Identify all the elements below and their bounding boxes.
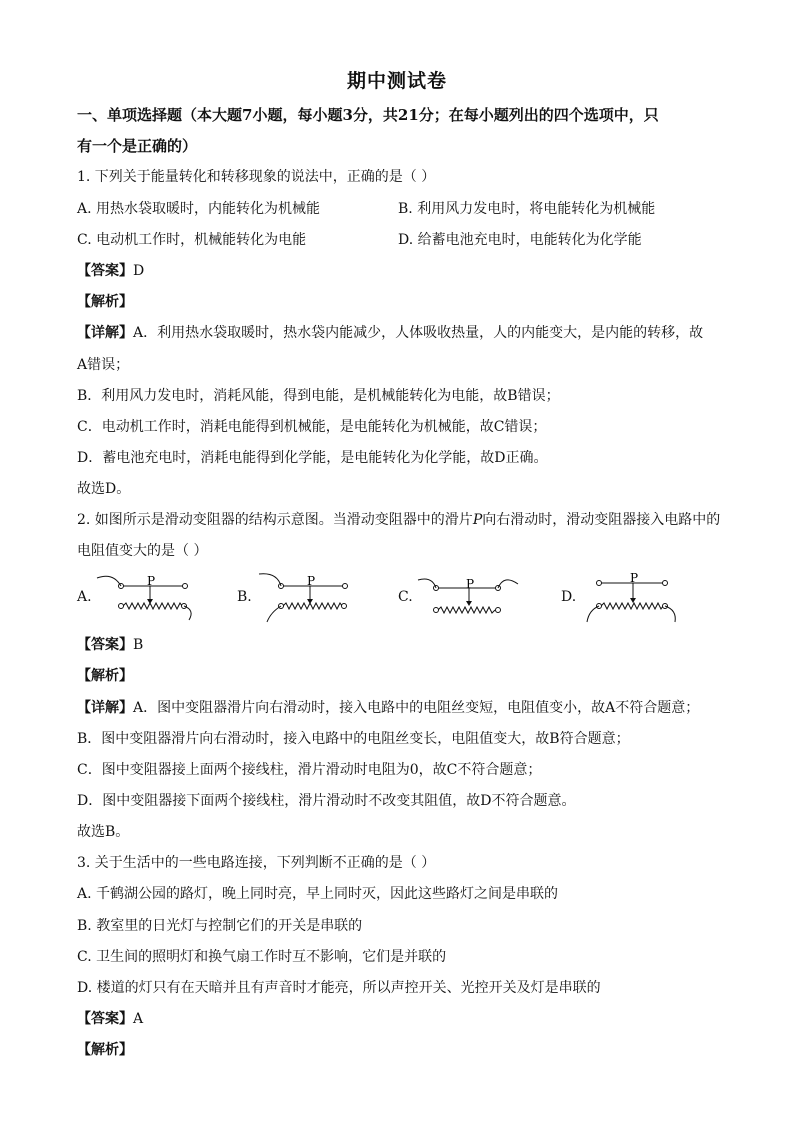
slider-label: P — [466, 577, 475, 591]
q3-answer-value: A — [133, 1011, 144, 1027]
section-heading-line1: 一、单项选择题（本大题7小题，每小题3分，共21分；在每小题列出的四个选项中，只 — [77, 106, 659, 124]
terminal — [434, 608, 439, 613]
q2-answer-tag: 【答案】 — [77, 637, 133, 653]
q2-detail-line: C．图中变阻器接上面两个接线柱，滑片滑动时电阻为0，故C不符合题意； — [77, 762, 542, 778]
q1-answer-value: D — [133, 263, 145, 279]
q2-answer-value: B — [133, 637, 144, 653]
rheostat-diagram-a — [77, 568, 197, 628]
wire — [587, 606, 599, 622]
q2-conclusion: 故选B。 — [77, 824, 130, 840]
q2-diagram-b — [237, 568, 357, 628]
wire — [267, 606, 281, 622]
q2-detail-text: A．图中变阻器滑片向右滑动时，接入电路中的电阻丝变短，电阻值变小，故A不符合题意； — [133, 700, 700, 716]
page-title: 期中测试卷 — [346, 70, 447, 92]
terminal — [342, 604, 347, 609]
q1-detail-line: B．利用风力发电时，消耗风能，得到电能，是机械能转化为电能，故B错误； — [77, 388, 560, 404]
rheostat-diagram-d — [561, 568, 691, 628]
wire — [418, 579, 436, 588]
terminal — [663, 581, 668, 586]
q2-stem-line2: 电阻值变大的是（ ） — [77, 543, 208, 559]
wire — [259, 574, 281, 586]
slider-label: P — [630, 571, 639, 585]
q2-answer — [77, 635, 143, 655]
q1-answer-tag: 【答案】 — [77, 263, 133, 279]
q1-stem: 1. 下列关于能量转化和转移现象的说法中，正确的是（ ） — [77, 169, 436, 185]
resistance-coil — [601, 603, 663, 609]
q2-diagram-d — [561, 568, 691, 628]
rheostat-diagram-c — [398, 568, 528, 628]
q2-diagram-c — [398, 568, 528, 628]
slider-label: P — [147, 574, 156, 588]
q3-answer — [77, 1009, 143, 1029]
q1-detail-tag: 【详解】 — [77, 325, 133, 341]
q2-detail-tag: 【详解】 — [77, 700, 133, 716]
q1-detail-text: A．利用热水袋取暖时，热水袋内能减少，人体吸收热量，人的内能变大，是内能的转移，故 — [133, 325, 704, 341]
diagram-label: A. — [77, 589, 92, 605]
q2-detail-line: B．图中变阻器滑片向右滑动时，接入电路中的电阻丝变长，电阻值变大，故B符合题意； — [77, 731, 630, 747]
section-heading-line2: 有一个是正确的） — [77, 137, 198, 155]
q2-detail-line — [77, 698, 699, 718]
q2-detail-line: D．图中变阻器接下面两个接线柱，滑片滑动时不改变其阻值，故D不符合题意。 — [77, 793, 576, 809]
q1-analysis-tag: 【解析】 — [77, 294, 133, 310]
terminal — [183, 584, 188, 589]
rheostat-diagram-b — [237, 568, 357, 628]
slider-arrow — [466, 601, 472, 606]
q1-option-a: A. 用热水袋取暖时，内能转化为机械能 — [77, 201, 321, 217]
q1-detail-line: A错误； — [77, 357, 130, 373]
terminal — [119, 604, 124, 609]
q1-detail-line — [77, 323, 703, 343]
q2-stem-slider-letter: P — [472, 512, 483, 528]
q1-option-b: B. 利用风力发电时，将电能转化为机械能 — [398, 201, 656, 217]
q2-diagram-a — [77, 568, 197, 628]
slider-label: P — [307, 574, 316, 588]
resistance-coil — [438, 607, 495, 613]
q2-stem-line1 — [77, 510, 720, 530]
slider-arrow — [630, 598, 636, 603]
resistance-coil — [123, 603, 182, 609]
q3-stem: 3. 关于生活中的一些电路连接，下列判断不正确的是（ ） — [77, 855, 436, 871]
diagram-label: C. — [398, 589, 413, 605]
q3-analysis-tag: 【解析】 — [77, 1042, 133, 1058]
q3-option-d: D. 楼道的灯只有在天暗并且有声音时才能亮，所以声控开关、光控开关及灯是串联的 — [77, 980, 601, 996]
q1-option-d: D. 给蓄电池充电时，电能转化为化学能 — [398, 232, 642, 248]
q3-option-c: C. 卫生间的照明灯和换气扇工作时互不影响，它们是并联的 — [77, 949, 447, 965]
q3-answer-tag: 【答案】 — [77, 1011, 133, 1027]
q3-option-b: B. 教室里的日光灯与控制它们的开关是串联的 — [77, 918, 363, 934]
diagram-label: B. — [237, 589, 252, 605]
terminal — [496, 608, 501, 613]
wire — [498, 580, 518, 588]
resistance-coil — [283, 603, 342, 609]
q2-analysis-tag: 【解析】 — [77, 668, 133, 684]
q2-stem-part: 2. 如图所示是滑动变阻器的结构示意图。当滑动变阻器中的滑片 — [77, 512, 473, 528]
q1-detail-line: D．蓄电池充电时，消耗电能得到化学能，是电能转化为化学能，故D正确。 — [77, 450, 548, 466]
terminal — [343, 584, 348, 589]
q1-detail-line: C．电动机工作时，消耗电能得到机械能，是电能转化为机械能，故C错误； — [77, 419, 547, 435]
q2-stem-part: 向右滑动时，滑动变阻器接入电路中的 — [482, 512, 721, 528]
diagram-label: D. — [561, 589, 577, 605]
q3-option-a: A. 千鹤湖公园的路灯，晚上同时亮，早上同时灭，因此这些路灯之间是串联的 — [77, 886, 559, 902]
wire — [97, 576, 121, 586]
q1-option-c: C. 电动机工作时，机械能转化为电能 — [77, 232, 307, 248]
q1-answer — [77, 261, 144, 281]
terminal — [597, 581, 602, 586]
q1-conclusion: 故选D。 — [77, 481, 131, 497]
